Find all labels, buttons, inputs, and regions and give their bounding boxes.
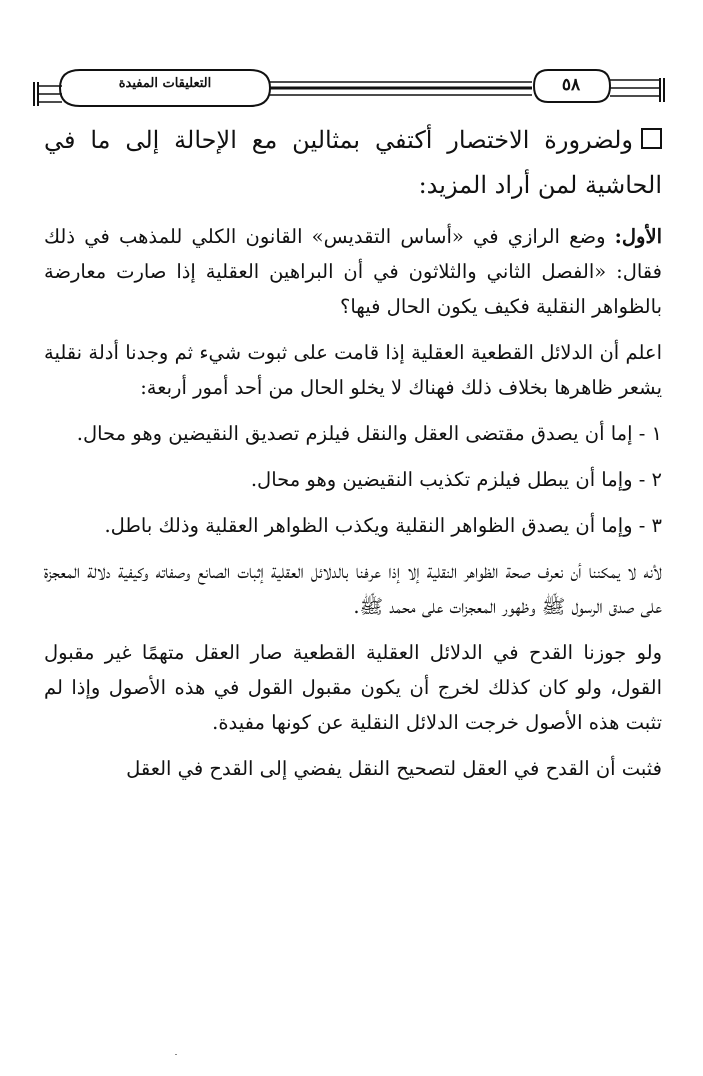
first-example-label: الأول: — [614, 225, 662, 248]
paragraph-item-2: ٢ - وإما أن يبطل فيلزم تكذيب النقيضين وهو محال. — [250, 468, 662, 491]
paragraph-know: اعلم أن الدلائل القطعية العقلية إذا قامت على ثبوت شيء ثم وجدنا أدلة نقلية يشعر ظاهرها بخلاف ذلك فهناك لا يخلو الحال من أحد أمور أربعة: — [44, 341, 662, 399]
footer-mark — [175, 1054, 177, 1055]
running-title: التعليقات المفيدة — [118, 76, 212, 91]
square-bullet-icon — [641, 128, 662, 149]
page-body — [44, 118, 662, 786]
paragraph-item-3: ٣ - وإما أن يصدق الظواهر النقلية ويكذب الظواهر العقلية وذلك باطل. — [104, 514, 662, 537]
paragraph-item-1: ١ - إما أن يصدق مقتضى العقل والنقل فيلزم تصديق النقيضين وهو محال. — [76, 422, 662, 445]
paragraph-first-example — [44, 219, 662, 324]
intro-paragraph — [44, 118, 662, 208]
paragraph-if-allowed: ولو جوزنا القدح في الدلائل العقلية القطعية صار العقل متهمًا غير مقبول القول، ولو كان كذلك لخرج أن يكون مقبول القول في هذه الأصول وإذا لم تثبت هذه الأصول خرجت الدلائل النقلية عن كونها مفيدة. — [44, 641, 662, 734]
page-number: ٥٨ — [561, 75, 581, 95]
running-header — [0, 0, 703, 130]
header-ornament — [0, 0, 703, 130]
paragraph-conclusion: فثبت أن القدح في العقل لتصحيح النقل يفضي إلى القدح في العقل — [126, 757, 662, 780]
first-example-text: وضع الرازي في «أساس التقديس» القانون الكلي للمذهب في ذلك فقال: «الفصل الثاني والثلاثون في أن البراهين العقلية إذا صارت معارضة بالظواهر النقلية فكيف يكون الحال فيها؟ — [44, 225, 662, 318]
paragraph-because: لأنه لا يمكننا أن نعرف صحة الظواهر النقلية إلا إذا عرفنا بالدلائل العقلية إثبات الصانع وصفاته وكيفية دلالة المعجزة على صدق الرسول ﷺ وظهور المعجزات على محمد ﷺ. — [44, 560, 662, 618]
intro-text: ولضرورة الاختصار أكتفي بمثالين مع الإحالة إلى ما في الحاشية لمن أراد المزيد: — [44, 126, 662, 199]
